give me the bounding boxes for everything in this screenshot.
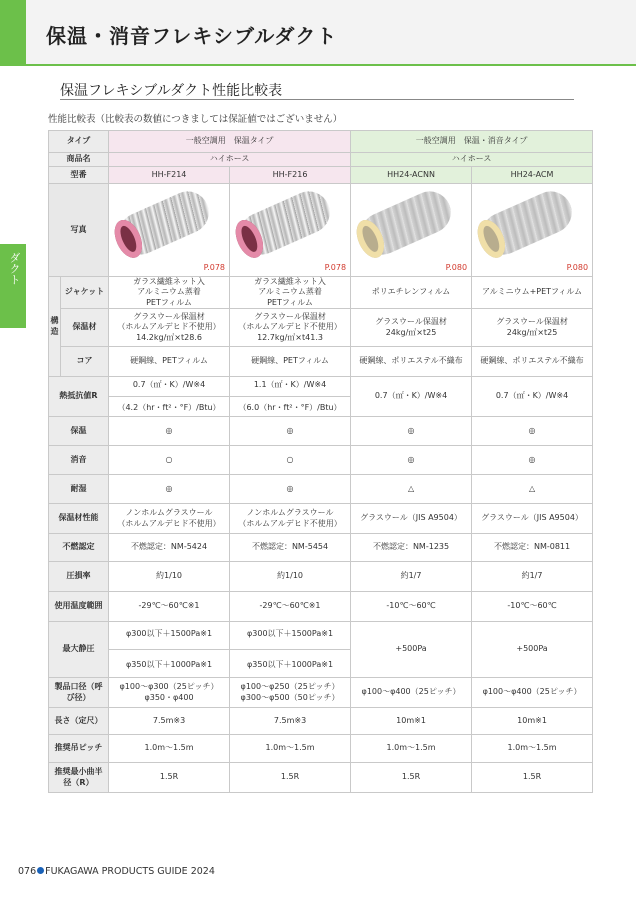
keep-warm-rating: ◎ <box>230 417 351 446</box>
model-cell: HH-F216 <box>230 167 351 184</box>
side-tab <box>0 244 26 328</box>
row-label-photo: 写真 <box>49 184 109 277</box>
table-row <box>49 347 593 377</box>
jacket-cell: ポリエチレンフィルム <box>351 277 472 309</box>
core-cell: 硬鋼線、ポリエステル不織布 <box>472 347 593 377</box>
nonflammable-cell: 不燃認定：NM-5454 <box>230 534 351 562</box>
row-label-moisture: 耐湿 <box>49 475 109 504</box>
row-label-core: コア <box>61 347 109 377</box>
max-static-cell: +500Pa <box>351 622 472 678</box>
table-row <box>49 622 593 678</box>
row-label-model: 型番 <box>49 167 109 184</box>
table-row <box>49 184 593 277</box>
table-row <box>49 417 593 446</box>
section-rule <box>60 99 574 100</box>
silence-rating: ◎ <box>351 446 472 475</box>
nonflammable-cell: 不燃認定：NM-5424 <box>109 534 230 562</box>
min-bend-cell: 1.5R <box>351 763 472 793</box>
table-row <box>49 592 593 622</box>
max-static-cell: +500Pa <box>472 622 593 678</box>
row-label-silence: 消音 <box>49 446 109 475</box>
ins-perf-cell: ノンホルムグラスウール （ホルムアルデヒド不使用） <box>109 504 230 534</box>
row-label-nonflammable: 不燃認定 <box>49 534 109 562</box>
silence-rating: ◎ <box>472 446 593 475</box>
row-label-pitch: 推奨吊ピッチ <box>49 735 109 763</box>
silence-rating: ○ <box>230 446 351 475</box>
keep-warm-rating: ◎ <box>109 417 230 446</box>
diameter-cell: φ100～φ300（25ピッチ） φ350・φ400 <box>109 678 230 708</box>
photo-cell <box>351 184 472 277</box>
row-label-type: タイプ <box>49 131 109 153</box>
row-label-min-bend: 推奨最小曲半径（R） <box>49 763 109 793</box>
group-type-2: 一般空調用 保温・消音タイプ <box>351 131 593 153</box>
header-accent-bar <box>0 0 26 66</box>
moisture-rating: ◎ <box>109 475 230 504</box>
pitch-cell: 1.0m～1.5m <box>472 735 593 763</box>
thermal-si: 0.7（㎡・K）/W※4 <box>132 379 206 389</box>
max-static-large: φ350以下＋1000Pa※1 <box>125 660 213 670</box>
thermal-imperial: （4.2（hr・ft²・°F）/Btu） <box>117 403 221 413</box>
comparison-table <box>48 130 593 793</box>
table-row <box>49 534 593 562</box>
pressure-loss-cell: 約1/10 <box>230 562 351 592</box>
table-row <box>49 446 593 475</box>
table-row <box>49 131 593 153</box>
model-cell: HH24-ACNN <box>351 167 472 184</box>
page-ref: P.078 <box>203 262 226 272</box>
table-row <box>49 475 593 504</box>
length-cell: 7.5m※3 <box>230 708 351 735</box>
table-row <box>49 735 593 763</box>
model-cell: HH-F214 <box>109 167 230 184</box>
thermal-cell <box>230 377 351 417</box>
max-static-small: φ300以下＋1500Pa※1 <box>246 628 334 638</box>
insulation-cell: グラスウール保温材 （ホルムアルデヒド不使用） 12.7kg/㎥×t41.3 <box>230 309 351 347</box>
table-row <box>49 504 593 534</box>
pink-insulated-duct-photo <box>234 185 337 262</box>
insulation-cell: グラスウール保温材 24kg/㎥×t25 <box>351 309 472 347</box>
page-ref: P.080 <box>445 262 468 272</box>
thermal-imperial: （6.0（hr・ft²・°F）/Btu） <box>238 403 342 413</box>
thermal-cell: 0.7（㎡・K）/W※4 <box>472 377 593 417</box>
group-product-1: ハイホース <box>109 153 351 167</box>
model-cell: HH24-ACM <box>472 167 593 184</box>
group-type-1: 一般空調用 保温タイプ <box>109 131 351 153</box>
side-tab-label: ダクト <box>8 252 21 285</box>
nonflammable-cell: 不燃認定：NM-0811 <box>472 534 593 562</box>
nonflammable-cell: 不燃認定：NM-1235 <box>351 534 472 562</box>
jacket-cell: ガラス繊維ネット入 アルミニウム蒸着 PETフィルム <box>109 277 230 309</box>
length-cell: 7.5m※3 <box>109 708 230 735</box>
table-row <box>49 277 593 309</box>
thermal-si: 1.1（㎡・K）/W※4 <box>253 379 327 389</box>
row-label-product-name: 商品名 <box>49 153 109 167</box>
ins-perf-cell: グラスウール（JIS A9504） <box>351 504 472 534</box>
table-row <box>49 167 593 184</box>
ins-perf-cell: グラスウール（JIS A9504） <box>472 504 593 534</box>
row-label-insulation: 保温材 <box>61 309 109 347</box>
photo-cell <box>472 184 593 277</box>
jacket-cell: アルミニウム+PETフィルム <box>472 277 593 309</box>
length-cell: 10m※1 <box>472 708 593 735</box>
page-title: 保温・消音フレキシブルダクト <box>46 24 338 48</box>
row-label-jacket: ジャケット <box>61 277 109 309</box>
keep-warm-rating: ◎ <box>351 417 472 446</box>
table-row <box>49 309 593 347</box>
table-row <box>49 708 593 735</box>
table-row <box>49 377 593 417</box>
page-ref: P.080 <box>566 262 589 272</box>
silence-rating: ○ <box>109 446 230 475</box>
pitch-cell: 1.0m～1.5m <box>109 735 230 763</box>
thermal-cell: 0.7（㎡・K）/W※4 <box>351 377 472 417</box>
diameter-cell: φ100～φ400（25ピッチ） <box>472 678 593 708</box>
temp-range-cell: -29℃～60℃※1 <box>109 592 230 622</box>
moisture-rating: △ <box>472 475 593 504</box>
pressure-loss-cell: 約1/10 <box>109 562 230 592</box>
min-bend-cell: 1.5R <box>472 763 593 793</box>
page-number: 076 <box>18 866 37 877</box>
min-bend-cell: 1.5R <box>230 763 351 793</box>
jacket-cell: ガラス繊維ネット入 アルミニウム蒸着 PETフィルム <box>230 277 351 309</box>
grey-insulated-duct-photo <box>355 185 458 262</box>
max-static-small: φ300以下＋1500Pa※1 <box>125 628 213 638</box>
temp-range-cell: -10℃～60℃ <box>351 592 472 622</box>
footer-brand: FUKAGAWA PRODUCTS GUIDE 2024 <box>45 866 215 877</box>
table-row <box>49 153 593 167</box>
photo-cell <box>230 184 351 277</box>
row-label-thermal: 熱抵抗値R <box>49 377 109 417</box>
group-product-2: ハイホース <box>351 153 593 167</box>
diameter-cell: φ100～φ400（25ピッチ） <box>351 678 472 708</box>
max-static-cell <box>230 622 351 678</box>
table-row <box>49 678 593 708</box>
keep-warm-rating: ◎ <box>472 417 593 446</box>
row-label-structure: 構造 <box>49 277 61 377</box>
min-bend-cell: 1.5R <box>109 763 230 793</box>
core-cell: 硬鋼線、PETフィルム <box>109 347 230 377</box>
row-label-keep-warm: 保温 <box>49 417 109 446</box>
moisture-rating: △ <box>351 475 472 504</box>
row-label-max-static: 最大静圧 <box>49 622 109 678</box>
footer-dot-icon <box>37 867 44 874</box>
page-ref: P.078 <box>324 262 347 272</box>
pink-insulated-duct-photo <box>113 185 216 262</box>
max-static-large: φ350以下＋1000Pa※1 <box>246 660 334 670</box>
thermal-cell <box>109 377 230 417</box>
core-cell: 硬鋼線、ポリエステル不織布 <box>351 347 472 377</box>
header-rule <box>26 64 636 66</box>
row-label-ins-perf: 保温材性能 <box>49 504 109 534</box>
temp-range-cell: -29℃～60℃※1 <box>230 592 351 622</box>
temp-range-cell: -10℃～60℃ <box>472 592 593 622</box>
max-static-cell <box>109 622 230 678</box>
moisture-rating: ◎ <box>230 475 351 504</box>
table-note: 性能比較表（比較表の数値につきましては保証値ではございません） <box>48 114 343 125</box>
row-label-diameter: 製品口径（呼び径） <box>49 678 109 708</box>
row-label-pressure-loss: 圧損率 <box>49 562 109 592</box>
pitch-cell: 1.0m～1.5m <box>230 735 351 763</box>
ins-perf-cell: ノンホルムグラスウール （ホルムアルデヒド不使用） <box>230 504 351 534</box>
length-cell: 10m※1 <box>351 708 472 735</box>
photo-cell <box>109 184 230 277</box>
page-header <box>0 0 636 66</box>
insulation-cell: グラスウール保温材 24kg/㎥×t25 <box>472 309 593 347</box>
core-cell: 硬鋼線、PETフィルム <box>230 347 351 377</box>
section-title: 保温フレキシブルダクト性能比較表 <box>60 83 283 99</box>
pressure-loss-cell: 約1/7 <box>472 562 593 592</box>
diameter-cell: φ100～φ250（25ピッチ） φ300～φ500（50ピッチ） <box>230 678 351 708</box>
grey-insulated-duct-photo <box>476 185 579 262</box>
insulation-cell: グラスウール保温材 （ホルムアルデヒド不使用） 14.2kg/㎥×t28.6 <box>109 309 230 347</box>
row-label-length: 長さ（定尺） <box>49 708 109 735</box>
table-row <box>49 763 593 793</box>
table-row <box>49 562 593 592</box>
page-footer <box>18 866 215 877</box>
row-label-temp-range: 使用温度範囲 <box>49 592 109 622</box>
pitch-cell: 1.0m～1.5m <box>351 735 472 763</box>
pressure-loss-cell: 約1/7 <box>351 562 472 592</box>
